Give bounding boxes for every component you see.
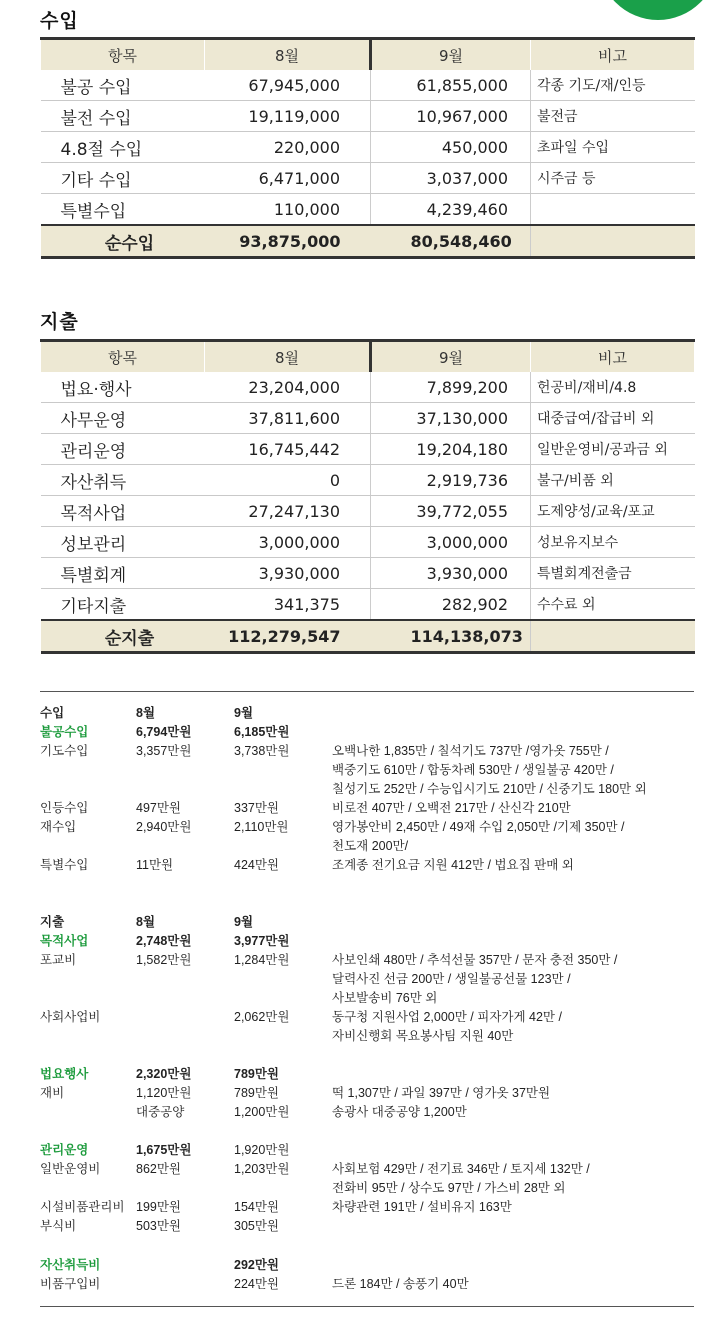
- row-sep: 7,899,200: [371, 372, 531, 403]
- row-note: 초파일 수입: [531, 132, 695, 163]
- row-aug: 67,945,000: [205, 70, 371, 101]
- row-note: 대중급여/잡급비 외: [531, 403, 695, 434]
- income-table: [40, 37, 695, 259]
- detail-income-head-aug: 8월: [136, 706, 156, 720]
- detail-note: 사보발송비 76만 외: [332, 991, 438, 1005]
- row-note: 헌공비/재비/4.8: [531, 372, 695, 403]
- row-label: 불전 수입: [41, 101, 205, 132]
- detail-income-main-label: 불공수입: [40, 725, 89, 739]
- detail-label: 비품구입비: [40, 1277, 101, 1291]
- row-label: 기타 수입: [41, 163, 205, 194]
- row-label: 법요·행사: [41, 372, 205, 403]
- detail-aug: 497만원: [136, 801, 182, 815]
- row-aug: 27,247,130: [205, 496, 371, 527]
- detail-sep: 3,738만원: [234, 744, 290, 758]
- table-row: [41, 194, 695, 226]
- detail-sep: 789만원: [234, 1086, 280, 1100]
- detail-sep: 1,200만원: [234, 1105, 290, 1119]
- row-label: 불공 수입: [41, 70, 205, 101]
- detail-sep: 1,284만원: [234, 953, 290, 967]
- detail-group-label: 관리운영: [40, 1143, 89, 1157]
- detail-expense-head-aug: 8월: [136, 915, 156, 929]
- expense-table-header: [41, 341, 695, 373]
- detail-note: 떡 1,307만 / 과일 397만 / 영가옷 37만원: [332, 1086, 551, 1100]
- row-sep: 3,000,000: [371, 527, 531, 558]
- header-sep: 9월: [371, 39, 531, 71]
- table-row: [41, 589, 695, 621]
- table-row: [41, 163, 695, 194]
- detail-note: 오백나한 1,835만 / 칠석기도 737만 /영가옷 755만 /: [332, 744, 609, 758]
- detail-sep: 2,110만원: [234, 820, 289, 834]
- detail-sep: 224만원: [234, 1277, 280, 1291]
- detail-sep: 337만원: [234, 801, 280, 815]
- detail-expense-main-sep: 3,977만원: [234, 934, 290, 948]
- row-aug: 341,375: [205, 589, 371, 621]
- header-sep: 9월: [371, 341, 531, 373]
- detail-aug: 3,357만원: [136, 744, 192, 758]
- row-sep: 450,000: [371, 132, 531, 163]
- table-row: [41, 372, 695, 403]
- detail-note: 전화비 95만 / 상수도 97만 / 가스비 28만 외: [332, 1181, 566, 1195]
- detail-aug: 503만원: [136, 1219, 182, 1233]
- table-row: [41, 70, 695, 101]
- row-aug: 3,000,000: [205, 527, 371, 558]
- total-note: [531, 620, 695, 653]
- detail-group-label: 법요행사: [40, 1067, 89, 1081]
- detail-note: 자비신행회 목요봉사팀 지원 40만: [332, 1029, 514, 1043]
- detail-note: 사회보험 429만 / 전기료 346만 / 토지세 132만 /: [332, 1162, 590, 1176]
- row-sep: 282,902: [371, 589, 531, 621]
- row-label: 자산취득: [41, 465, 205, 496]
- detail-note: 차량관련 191만 / 설비유지 163만: [332, 1200, 512, 1214]
- detail-expense-main-aug: 2,748만원: [136, 934, 192, 948]
- table-row: [41, 465, 695, 496]
- detail-aug: 1,120만원: [136, 1086, 192, 1100]
- total-sep: 80,548,460: [371, 225, 531, 258]
- total-sep: 114,138,073: [371, 620, 531, 653]
- row-note: 시주금 등: [531, 163, 695, 194]
- expense-section-title: 지출: [40, 311, 79, 333]
- row-label: 기타지출: [41, 589, 205, 621]
- detail-income-main-aug: 6,794만원: [136, 725, 192, 739]
- row-aug: 19,119,000: [205, 101, 371, 132]
- row-aug: 220,000: [205, 132, 371, 163]
- row-aug: 0: [205, 465, 371, 496]
- detail-label: 사회사업비: [40, 1010, 101, 1024]
- detail-income-main-sep: 6,185만원: [234, 725, 290, 739]
- detail-group-aug: 2,320만원: [136, 1067, 192, 1081]
- table-row: [41, 496, 695, 527]
- table-row: [41, 403, 695, 434]
- row-note: 특별회계전출금: [531, 558, 695, 589]
- row-sep: 10,967,000: [371, 101, 531, 132]
- header-aug: 8월: [205, 39, 371, 71]
- detail-aug: 대중공양: [136, 1105, 185, 1119]
- detail-expense-head-sep: 9월: [234, 915, 254, 929]
- header-note: 비고: [531, 341, 695, 373]
- expense-table: [40, 339, 695, 654]
- row-sep: 3,930,000: [371, 558, 531, 589]
- detail-expense-head-label: 지출: [40, 915, 65, 929]
- row-note: 수수료 외: [531, 589, 695, 621]
- detail-group-label: 자산취득비: [40, 1258, 101, 1272]
- table-row: [41, 527, 695, 558]
- detail-sep: 305만원: [234, 1219, 280, 1233]
- row-sep: 37,130,000: [371, 403, 531, 434]
- detail-note: 비로전 407만 / 오백전 217만 / 산신각 210만: [332, 801, 571, 815]
- row-note: 일반운영비/공과금 외: [531, 434, 695, 465]
- row-label: 4.8절 수입: [41, 132, 205, 163]
- detail-note: 영가봉안비 2,450만 / 49재 수입 2,050만 /기제 350만 /: [332, 820, 625, 834]
- row-sep: 39,772,055: [371, 496, 531, 527]
- row-aug: 16,745,442: [205, 434, 371, 465]
- row-sep: 61,855,000: [371, 70, 531, 101]
- detail-note: 송광사 대중공양 1,200만: [332, 1105, 467, 1119]
- row-aug: 3,930,000: [205, 558, 371, 589]
- divider-top: [40, 691, 694, 692]
- row-note: 성보유지보수: [531, 527, 695, 558]
- detail-label: 포교비: [40, 953, 77, 967]
- detail-sep: 424만원: [234, 858, 280, 872]
- row-label: 특별수입: [41, 194, 205, 226]
- detail-label: 재비: [40, 1086, 65, 1100]
- detail-label: 특별수입: [40, 858, 89, 872]
- detail-aug: 2,940만원: [136, 820, 192, 834]
- header-aug: 8월: [205, 341, 371, 373]
- detail-label: 인등수입: [40, 801, 89, 815]
- detail-label: 기도수입: [40, 744, 89, 758]
- total-aug: 112,279,547: [205, 620, 371, 653]
- table-row: [41, 132, 695, 163]
- detail-label: 부식비: [40, 1219, 77, 1233]
- detail-note: 드론 184만 / 송풍기 40만: [332, 1277, 469, 1291]
- row-sep: 3,037,000: [371, 163, 531, 194]
- total-label: 순지출: [41, 620, 205, 653]
- header-note: 비고: [531, 39, 695, 71]
- detail-sep: 2,062만원: [234, 1010, 290, 1024]
- total-note: [531, 225, 695, 258]
- header-item: 항목: [41, 341, 205, 373]
- detail-note: 조계종 전기요금 지원 412만 / 법요집 판매 외: [332, 858, 574, 872]
- row-aug: 6,471,000: [205, 163, 371, 194]
- row-note: [531, 194, 695, 226]
- total-label: 순수입: [41, 225, 205, 258]
- row-sep: 19,204,180: [371, 434, 531, 465]
- detail-income-head-sep: 9월: [234, 706, 254, 720]
- detail-aug: 199만원: [136, 1200, 182, 1214]
- total-aug: 93,875,000: [205, 225, 371, 258]
- detail-group-sep: 1,920만원: [234, 1143, 290, 1157]
- row-sep: 4,239,460: [371, 194, 531, 226]
- row-note: 불전금: [531, 101, 695, 132]
- row-note: 각종 기도/재/인등: [531, 70, 695, 101]
- detail-note: 동구청 지원사업 2,000만 / 피자가게 42만 /: [332, 1010, 562, 1024]
- table-row: [41, 558, 695, 589]
- detail-note: 사보인쇄 480만 / 추석선물 357만 / 문자 충전 350만 /: [332, 953, 618, 967]
- detail-aug: 862만원: [136, 1162, 182, 1176]
- table-row: [41, 434, 695, 465]
- row-label: 성보관리: [41, 527, 205, 558]
- detail-aug: 1,582만원: [136, 953, 192, 967]
- detail-note: 달력사진 선금 200만 / 생일불공선물 123만 /: [332, 972, 571, 986]
- row-label: 목적사업: [41, 496, 205, 527]
- income-section-title: 수입: [40, 10, 79, 32]
- detail-aug: 11만원: [136, 858, 174, 872]
- row-sep: 2,919,736: [371, 465, 531, 496]
- detail-income-head-label: 수입: [40, 706, 65, 720]
- detail-note: 천도재 200만/: [332, 839, 409, 853]
- row-note: 도제양성/교육/포교: [531, 496, 695, 527]
- header-item: 항목: [41, 39, 205, 71]
- decorative-green-circle: [598, 0, 718, 20]
- detail-label: 재수입: [40, 820, 77, 834]
- row-label: 특별회계: [41, 558, 205, 589]
- detail-sep: 154만원: [234, 1200, 280, 1214]
- divider-bottom: [40, 1306, 694, 1307]
- detail-group-sep: 292만원: [234, 1258, 280, 1272]
- detail-expense-main-label: 목적사업: [40, 934, 89, 948]
- row-aug: 37,811,600: [205, 403, 371, 434]
- detail-group-sep: 789만원: [234, 1067, 280, 1081]
- detail-note: 백중기도 610만 / 합동차례 530만 / 생일불공 420만 /: [332, 763, 614, 777]
- detail-label: 일반운영비: [40, 1162, 101, 1176]
- row-label: 사무운영: [41, 403, 205, 434]
- detail-sep: 1,203만원: [234, 1162, 290, 1176]
- row-aug: 110,000: [205, 194, 371, 226]
- detail-note: 칠성기도 252만 / 수능입시기도 210만 / 신중기도 180만 외: [332, 782, 647, 796]
- row-note: 불구/비품 외: [531, 465, 695, 496]
- table-row: [41, 101, 695, 132]
- row-aug: 23,204,000: [205, 372, 371, 403]
- row-label: 관리운영: [41, 434, 205, 465]
- detail-group-aug: 1,675만원: [136, 1143, 192, 1157]
- income-total-row: [41, 225, 695, 258]
- expense-total-row: [41, 620, 695, 653]
- income-table-header: [41, 39, 695, 71]
- detail-label: 시설비품관리비: [40, 1200, 125, 1214]
